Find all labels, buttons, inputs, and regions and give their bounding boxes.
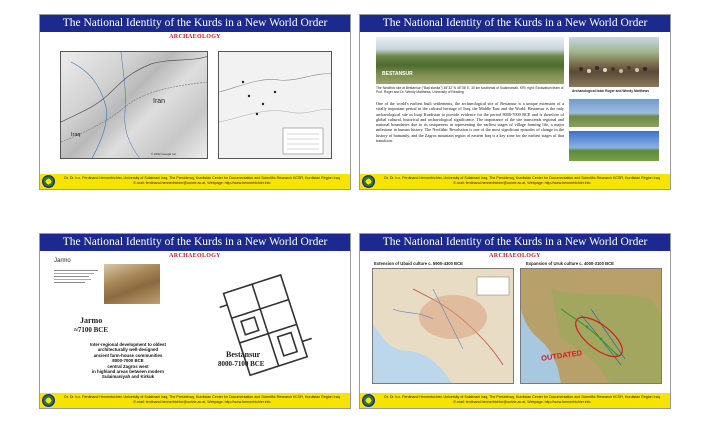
landscape-photo-2: [569, 99, 659, 127]
slide-title: The National Identity of the Kurds in a New World Order: [40, 234, 350, 251]
slide-title: The National Identity of the Kurds in a New World Order: [360, 234, 670, 251]
uruk-heading: Expansion of Uruk culture c. 4000-3100 BCE: [526, 261, 614, 266]
footer-contact: E-mail: ferdinand.hennerbichler@univie.ac.at, Webpage: http://www.hennerbichler.info: [133, 181, 271, 185]
slide-title: The National Identity of the Kurds in a New World Order: [40, 15, 350, 32]
jarmo-name: Jarmo: [80, 316, 103, 325]
development-line: ancient farm-house communities: [93, 352, 163, 358]
team-people-graphic: [569, 37, 659, 87]
university-logo-icon: [362, 394, 375, 407]
university-logo-icon: [42, 175, 55, 188]
map-label-iran: Iran: [153, 98, 166, 105]
development-line: central Zagros west: [107, 363, 149, 369]
site-map-right: [218, 51, 332, 159]
footer-contact: E-mail: ferdinand.hennerbichler@univie.ac.at, Webpage: http://www.hennerbichler.info: [453, 400, 591, 404]
photo-label: BESTANSUR: [382, 71, 413, 77]
uruk-map-graphic: [521, 269, 662, 384]
site-label-jarmo: Jarmo: [54, 258, 71, 264]
bestansur-landscape-photo: [376, 37, 564, 84]
body-text: One of the world's earliest built settlements, the archaeological site of Bestansur is a unique extension of a vitally important period in the cultural heritage of Iraq, the Middle East and the World. Bestansur is the only archaeological site in Iraqi Kurdistan to provide evidence for the period 8000-7000 BCE and is therefore of global cultural, historical and archaeological significance. The importance of the site transcends regional and national boundaries due to its uniqueness in representing the earliest stages of village farming life, a major milestone in human history. The Neolithic Revolution is one of the most significant episodes of change in the history of humanity, and the Zagros mountain region of eastern Iraq is a key zone for the earliest stages of that transition.: [376, 101, 564, 144]
development-line: Sulaimaniyah and Kirkuk: [101, 374, 155, 380]
jarmo-excavation-photo: [104, 264, 160, 304]
bestansur-name: Bestansur: [226, 350, 261, 359]
footer-text: [58, 176, 346, 186]
slide-subtitle: ARCHAEOLOGY: [169, 34, 221, 40]
map-label-iraq: Iraq: [71, 132, 81, 138]
slide-subtitle: ARCHAEOLOGY: [169, 253, 221, 259]
ubaid-map: [372, 268, 514, 384]
jarmo-date: ≈7100 BCE: [74, 326, 108, 334]
slide-4[interactable]: [359, 233, 671, 409]
footer-contact: E-mail: ferdinand.hennerbichler@univie.ac.at, Webpage: http://www.hennerbichler.info: [453, 181, 591, 185]
slide-1[interactable]: [39, 14, 351, 190]
slide-footer: [40, 393, 350, 408]
jarmo-notes: [54, 268, 98, 285]
bestansur-date: 8000-7100 BCE: [218, 360, 265, 368]
footer-affiliation: Dr. Dr. h.c. Ferdinand Hennerbichler, University of Sulaimani Iraq, The Presidency, Kurdistan Center for Documentation and Scientific Research KCSR, Kurdistan Region Iraq: [64, 176, 340, 180]
footer-text: [58, 395, 346, 405]
slide-2[interactable]: [359, 14, 671, 190]
team-caption: Archaeological team Roger and Wendy Matthews: [572, 89, 650, 93]
photo-caption: The Neolithic site at Bestansur ("Bad slanka") 35°32' N 45°36' E, 30 km southeast of Sulaimaniah, KRI; right: Excavation team of Prof. Roger and Dr. Wendy Matthews, University of Reading: [376, 86, 564, 95]
footer-affiliation: Dr. Dr. h.c. Ferdinand Hennerbichler, University of Sulaimani Iraq, The Presidency, Kurdistan Center for Documentation and Scientific Research KCSR, Kurdistan Region Iraq: [64, 395, 340, 399]
site-plan-graphic: [218, 264, 314, 390]
university-logo-icon: [362, 175, 375, 188]
outdated-stamp: OUTDATED: [540, 348, 583, 363]
development-line: 8000-7000 BCE: [112, 358, 144, 364]
site-map-graphic: [219, 52, 332, 159]
slide-footer: [360, 393, 670, 408]
slide-footer: [360, 174, 670, 189]
excavation-team-photo: [569, 37, 659, 87]
ubaid-heading: Extension of Ubaid culture c. 5900-4300 BCE: [374, 261, 463, 266]
footer-text: [378, 176, 666, 186]
map-copyright: © 2012 Google Inc.: [151, 152, 177, 156]
development-line: architecturally well-designed: [97, 347, 159, 353]
uruk-map: [520, 268, 662, 384]
slide-subtitle: ARCHAEOLOGY: [489, 253, 541, 259]
footer-text: [378, 395, 666, 405]
university-logo-icon: [42, 394, 55, 407]
slide-title: The National Identity of the Kurds in a New World Order: [360, 15, 670, 32]
relief-map-graphic: [61, 52, 208, 159]
relief-map-left: [60, 51, 208, 159]
development-line: Inter-regional development to oldest: [90, 342, 166, 347]
footer-affiliation: Dr. Dr. h.c. Ferdinand Hennerbichler, University of Sulaimani Iraq, The Presidency, Kurdistan Center for Documentation and Scientific Research KCSR, Kurdistan Region Iraq: [384, 395, 660, 399]
ubaid-map-graphic: [373, 269, 514, 384]
footer-contact: E-mail: ferdinand.hennerbichler@univie.ac.at, Webpage: http://www.hennerbichler.info: [133, 400, 271, 404]
development-summary: [68, 342, 188, 380]
footer-affiliation: Dr. Dr. h.c. Ferdinand Hennerbichler, University of Sulaimani Iraq, The Presidency, Kurdistan Center for Documentation and Scientific Research KCSR, Kurdistan Region Iraq: [384, 176, 660, 180]
slide-footer: [40, 174, 350, 189]
landscape-photo-3: [569, 131, 659, 161]
slide-3[interactable]: [39, 233, 351, 409]
bestansur-site-plan: [218, 264, 314, 390]
development-line: in highland areas between modern: [91, 369, 165, 375]
